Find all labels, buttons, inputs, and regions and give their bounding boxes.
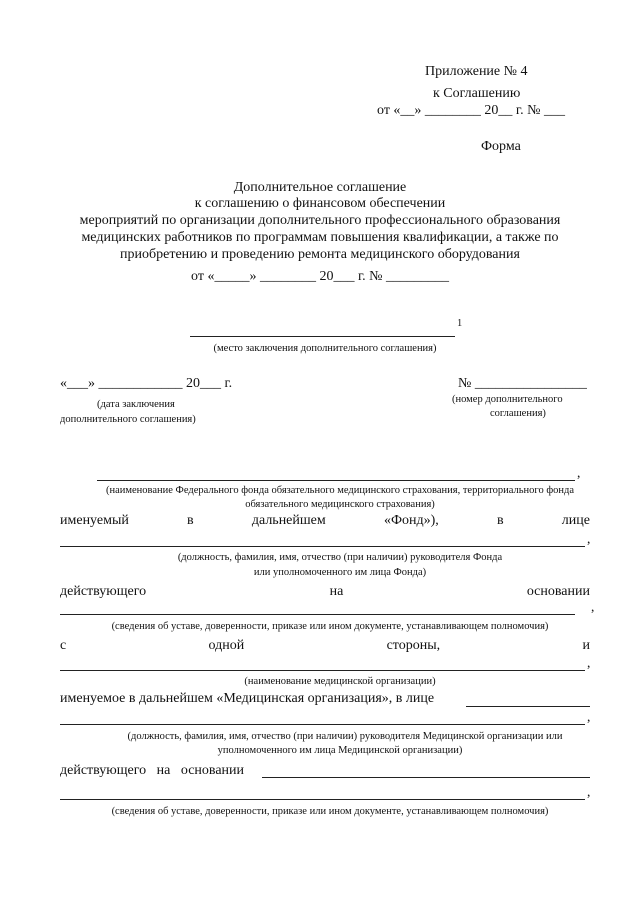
title-line-3: мероприятий по организации дополнительного профессионального образования (79, 213, 561, 228)
org-acting-text: действующего на основании (60, 763, 245, 778)
comma: , (591, 599, 595, 614)
fund-docs-field[interactable] (60, 614, 575, 615)
place-field[interactable] (190, 336, 455, 337)
word: основании (526, 584, 590, 599)
date-caption-2: дополнительного соглашения) (60, 414, 196, 425)
comma: , (587, 784, 591, 799)
word: «Фонд»), (383, 513, 439, 528)
org-head-field-start[interactable] (466, 706, 590, 707)
comma: , (577, 465, 581, 480)
word: и (582, 638, 590, 653)
date-field[interactable]: «___» ____________ 20___ г. (60, 376, 233, 391)
fund-named-line (60, 513, 590, 529)
org-head-field[interactable] (60, 724, 585, 725)
org-caption: (наименование медицинской организации) (244, 676, 436, 687)
comma: , (587, 531, 591, 546)
org-docs-field-start[interactable] (262, 777, 590, 778)
title-line-2: к соглашению о финансовом обеспечении (194, 196, 446, 211)
word: действующего (60, 584, 147, 599)
number-caption-1: (номер дополнительного (452, 394, 563, 405)
to-agreement-label: к Соглашению (433, 86, 521, 101)
fund-docs-caption: (сведения об уставе, доверенности, приказе или ином документе, устанавливающем полномочия) (111, 621, 549, 632)
head-caption-2: или уполномоченного им лица Фонда) (253, 567, 427, 578)
form-label: Форма (481, 139, 521, 154)
head-caption-1: (должность, фамилия, имя, отчество (при наличии) руководителя Фонда (177, 552, 503, 563)
number-caption-2: соглашения) (490, 408, 546, 419)
word: на (329, 584, 344, 599)
word: лице (561, 513, 590, 528)
title-line-6: от «_____» ________ 20___ г. № _________ (191, 269, 449, 284)
word: стороны, (386, 638, 441, 653)
org-name-field[interactable] (60, 670, 585, 671)
fund-acting-line (60, 584, 590, 600)
title-line-1: Дополнительное соглашение (233, 180, 407, 195)
comma: , (587, 655, 591, 670)
fund-head-field[interactable] (60, 546, 585, 547)
header-date-number: от «__» ________ 20__ г. № ___ (377, 103, 565, 118)
date-caption-1: (дата заключения (97, 399, 175, 410)
org-head-caption-1: (должность, фамилия, имя, отчество (при наличии) руководителя Медицинской организации или (127, 731, 563, 742)
fund-caption-2: обязательного медицинского страхования) (245, 499, 435, 510)
word: в (496, 513, 504, 528)
title-line-5: приобретению и проведению ремонта медицинского оборудования (120, 247, 520, 262)
place-caption: (место заключения дополнительного соглашения) (213, 343, 437, 354)
side-line (60, 638, 590, 654)
org-docs-caption: (сведения об уставе, доверенности, приказе или ином документе, устанавливающем полномочия) (111, 806, 549, 817)
org-head-caption-2: уполномоченного им лица Медицинской организации) (217, 745, 463, 756)
word: дальнейшем (251, 513, 326, 528)
fund-name-field[interactable] (97, 480, 575, 481)
word: в (187, 513, 194, 528)
number-field[interactable]: № ________________ (458, 376, 587, 391)
appendix-label: Приложение № 4 (425, 64, 528, 79)
word: одной (208, 638, 245, 653)
fund-caption-1: (наименование Федерального фонда обязательного медицинского страхования, территориального фонда (105, 485, 575, 496)
org-named-text: именуемое в дальнейшем «Медицинская организация», в лице (60, 691, 435, 706)
word: с (60, 638, 67, 653)
title-line-4: медицинских работников по программам повышения квалификации, а также по (81, 230, 559, 245)
comma: , (587, 709, 591, 724)
word: именуемый (60, 513, 129, 528)
footnote-mark: 1 (457, 318, 463, 329)
org-docs-field[interactable] (60, 799, 585, 800)
